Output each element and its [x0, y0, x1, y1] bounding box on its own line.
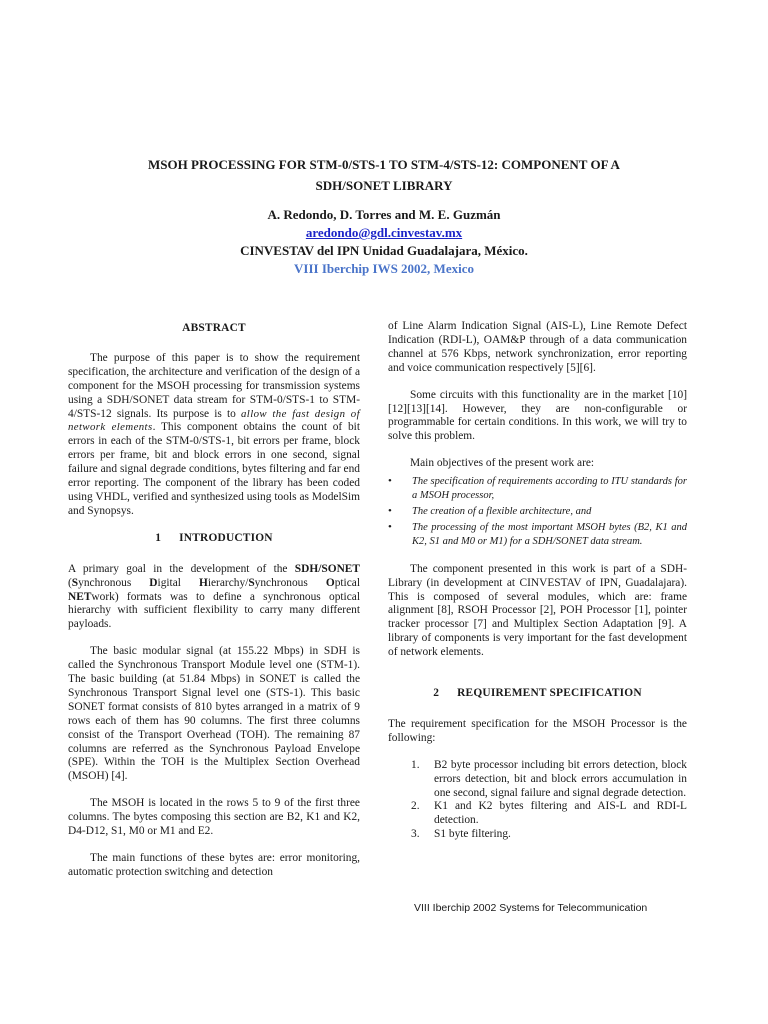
- acronym-letter: S: [248, 576, 255, 589]
- intro-paragraph-1: [68, 563, 360, 633]
- abstract-italic: allow the fast design of network elements: [68, 407, 360, 434]
- list-item-text: The processing of the most important MSOH bytes (B2, K1 and K2, S1 and M0 or M1) for a SDH/SONET data stream.: [412, 521, 687, 547]
- market-paragraph: Some circuits with this functionality are in the market [10][12][13][14]. However, they are non-configurable or programmable for certain conditions. In this work, we will try to solve this problem.: [388, 388, 687, 443]
- text-run: ynchronous: [78, 576, 150, 589]
- text-run: work) formats was to define a synchronous optical hierarchy with sufficient flexibility to carry many different payloads.: [68, 590, 360, 631]
- email-link[interactable]: aredondo@gdl.cinvestav.mx: [305, 225, 463, 240]
- title-line-2: SDH/SONET LIBRARY: [315, 178, 453, 193]
- left-column: [68, 320, 360, 893]
- objectives-intro: Main objectives of the present work are:: [410, 457, 595, 470]
- list-item: [388, 800, 687, 828]
- section-title: INTRODUCTION: [179, 531, 273, 544]
- text-run: A primary goal in the development of the: [68, 562, 295, 575]
- page-footer: VIII Iberchip 2002 Systems for Telecommunication: [414, 902, 648, 914]
- list-item-text: K1 and K2 bytes filtering and AIS-L and RDI-L detection.: [434, 800, 687, 827]
- list-item: [388, 828, 687, 842]
- list-item: [388, 521, 687, 549]
- requirements-list: [388, 759, 687, 842]
- requirements-heading: [388, 687, 687, 701]
- text-run: ierarchy/: [207, 576, 249, 589]
- abstract-text-part: . This component obtains the count of bit errors in each of the STM-0/STS-1, bit errors per frame, block errors per frame, bit and block errors in one second, signal failure and signal degrade conditions, bytes filtering and far end error reporting. The component of the library has been coded using VHDL, verified and synthesized using tools as ModelSim and Synopsys.: [68, 421, 360, 517]
- list-item: [388, 759, 687, 801]
- intro-paragraph-2: The basic modular signal (at 155.22 Mbps) in SDH is called the Synchronous Transport Module level one (STM-1). The basic building (at 51.84 Mbps) in SONET is called the Synchronous Transport Signal level one (STS-1). This basic SONET format consists of 810 bytes arranged in a matrix of 9 rows each of them has 90 columns. The first three columns consist of the Transport Overhead (TOH). The remaining 87 columns are referred as the Synchronous Payload Envelope (SPE). Within the TOH is the Multiplex Section Overhead (MSOH) [4].: [68, 645, 360, 783]
- author-block: [60, 206, 708, 278]
- text-run: (: [68, 576, 72, 589]
- section-title: REQUIREMENT SPECIFICATION: [457, 687, 642, 700]
- text-bold: SDH/SONET: [294, 562, 360, 575]
- list-item: [388, 505, 687, 519]
- objectives-list: [388, 475, 687, 549]
- list-number: 1.: [411, 758, 420, 771]
- acronym-letter: S: [71, 576, 79, 589]
- abstract-text: [68, 352, 360, 519]
- intro-paragraph-3: The MSOH is located in the rows 5 to 9 of the first three columns. The bytes composing this section are B2, K1 and K2, D4-D12, S1, M0 or M1 and E2.: [68, 797, 360, 838]
- intro-paragraph-4: The main functions of these bytes are: error monitoring, automatic protection switching and detection: [68, 852, 360, 878]
- list-item: [388, 475, 687, 503]
- continued-paragraph: of Line Alarm Indication Signal (AIS-L), Line Remote Defect Indication (RDI-L), OAM&P through of a data communication channel at 576 Kbps, network synchronization, error reporting and voice communication respectively [5][6].: [388, 320, 687, 374]
- acronym-letter: H: [198, 576, 208, 589]
- list-item-text: B2 byte processor including bit errors detection, block errors detection, bit and block errors accumulation in one second, signal failure and signal degrade detection.: [434, 758, 687, 799]
- list-number: 3.: [411, 828, 420, 841]
- acronym-letter: NET: [68, 590, 92, 603]
- institution: CINVESTAV del IPN Unidad Guadalajara, México.: [240, 243, 528, 258]
- bullet-icon: •: [388, 504, 392, 517]
- right-column: [388, 320, 687, 842]
- authors: A. Redondo, D. Torres and M. E. Guzmán: [267, 207, 501, 222]
- conference-name: VIII Iberchip IWS 2002, Mexico: [294, 261, 474, 276]
- requirements-intro: The requirement specification for the MSOH Processor is the following:: [388, 717, 687, 744]
- text-run: ptical: [334, 576, 360, 589]
- section-number: 1: [155, 531, 162, 544]
- list-item-text: S1 byte filtering.: [434, 828, 511, 841]
- bullet-icon: •: [388, 520, 392, 533]
- text-run: ynchronous: [254, 576, 326, 589]
- intro-heading: [68, 532, 360, 546]
- title-line-1: MSOH PROCESSING FOR STM-0/STS-1 TO STM-4/STS-12: COMPONENT OF A: [148, 157, 620, 172]
- list-item-text: The specification of requirements according to ITU standards for a MSOH processor,: [412, 476, 687, 502]
- abstract-text-part: The purpose of this paper is to show the requirement specification, the architecture and verification of the design of a component for the MSOH processing for transmission systems using a SDH/SONET data stream for STM-0/STS-1 to STM-4/STS-12 signals. Its purpose is to: [68, 351, 360, 420]
- section-number: 2: [433, 687, 440, 700]
- text-run: igital: [157, 576, 199, 589]
- list-number: 2.: [411, 800, 420, 813]
- paper-title: [60, 154, 708, 196]
- abstract-heading: ABSTRACT: [182, 322, 246, 334]
- list-item-text: The creation of a flexible architecture, and: [412, 505, 592, 517]
- component-paragraph: The component presented in this work is part of a SDH-Library (in development at CINVESTAV of IPN, Guadalajara). This is composed of several modules, which are: frame alignment [8], RSOH Processor [2], POH Processor [1], pointer tracker processor [7] and Multiplex Section Adaptation [9]. A library of components is very important for the fast development of network elements.: [388, 562, 687, 659]
- acronym-letter: D: [149, 576, 158, 589]
- acronym-letter: O: [325, 576, 335, 589]
- bullet-icon: •: [388, 475, 392, 488]
